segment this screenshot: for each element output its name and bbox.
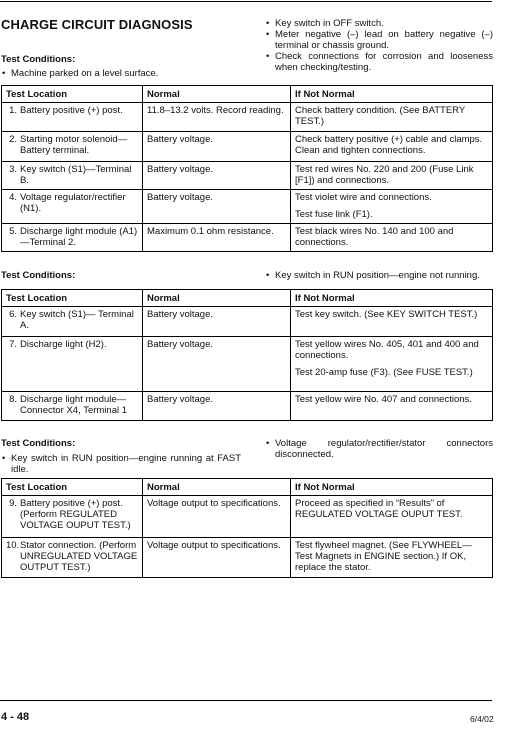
condition-bullet: • Meter negative (–) lead on battery negative (–) terminal or chassis ground.: [265, 29, 493, 51]
if-not-normal: Test flywheel magnet. (See FLYWHEEL—Test Magnets in ENGINE section.) If OK, replace the stator.: [295, 540, 472, 573]
diagnosis-table-1: [1, 85, 493, 252]
test-location: Starting motor solenoid— Battery terminal.: [20, 134, 128, 156]
header-if-not-normal: If Not Normal: [291, 479, 493, 496]
header-if-not-normal: If Not Normal: [291, 86, 493, 103]
row-number: 8.: [9, 394, 17, 405]
row-number: 6.: [9, 309, 17, 320]
page-number: 4 - 48: [1, 711, 30, 723]
condition-bullet: • Key switch in OFF switch.: [265, 18, 493, 29]
section-3-right-conditions: [265, 438, 493, 460]
normal-value: Voltage output to specifications.: [143, 496, 291, 538]
condition-bullet: • Check connections for corrosion and looseness when checking/testing.: [265, 51, 493, 73]
normal-value: Battery voltage.: [143, 307, 291, 337]
test-location: Battery positive (+) post.: [20, 105, 123, 116]
row-number: 5.: [9, 226, 17, 237]
condition-bullet: • Key switch in RUN position—engine not running.: [265, 270, 493, 281]
normal-value: Battery voltage.: [143, 337, 291, 392]
normal-value: 11.8–13.2 volts. Record reading.: [143, 103, 291, 132]
row-number: 4.: [9, 192, 17, 203]
bottom-rule: [0, 700, 492, 701]
if-not-normal: Test fuse link (F1).: [295, 209, 373, 220]
table-row: [2, 337, 493, 392]
table-header-row: [2, 479, 493, 496]
table-row: [2, 224, 493, 252]
condition-bullet: • Voltage regulator/rectifier/stator connectors disconnected.: [265, 438, 493, 460]
section-1-right-conditions: [265, 18, 493, 73]
if-not-normal: Test black wires No. 140 and 100 and connections.: [295, 226, 454, 248]
test-location: Voltage regulator/rectifier (N1).: [20, 192, 126, 214]
if-not-normal: Test yellow wires No. 405, 401 and 400 and connections.: [295, 339, 479, 361]
if-not-normal: Proceed as specified in “Results” of REGULATED VOLTAGE OUPUT TEST.: [295, 498, 463, 520]
table-row: [2, 538, 493, 578]
test-conditions-label: Test Conditions:: [1, 270, 76, 281]
condition-bullet: • Key switch in RUN position—engine running at FAST idle.: [1, 453, 241, 475]
row-number: 3.: [9, 164, 17, 175]
normal-value: Battery voltage.: [143, 162, 291, 190]
header-test-location: Test Location: [2, 479, 143, 496]
normal-value: Battery voltage.: [143, 132, 291, 162]
header-normal: Normal: [143, 479, 291, 496]
header-normal: Normal: [143, 86, 291, 103]
table-row: [2, 496, 493, 538]
normal-value: Maximum 0.1 ohm resistance.: [143, 224, 291, 252]
row-number: 2.: [9, 134, 17, 145]
page-date: 6/4/02: [470, 714, 494, 724]
table-row: [2, 103, 493, 132]
test-location: Discharge light (H2).: [20, 339, 107, 350]
test-conditions-label: Test Conditions:: [1, 54, 76, 65]
table-header-row: [2, 86, 493, 103]
if-not-normal: Test red wires No. 220 and 200 (Fuse Link [F1]) and connections.: [295, 164, 474, 186]
table-row: [2, 162, 493, 190]
if-not-normal: Test violet wire and connections.: [295, 192, 432, 203]
test-conditions-label: Test Conditions:: [1, 438, 76, 449]
normal-value: Voltage output to specifications.: [143, 538, 291, 578]
table-header-row: [2, 290, 493, 307]
test-location: Battery positive (+) post. (Perform REGULATED VOLTAGE OUPUT TEST.): [20, 498, 131, 531]
table-row: [2, 307, 493, 337]
if-not-normal: Test key switch. (See KEY SWITCH TEST.): [295, 309, 478, 320]
diagnosis-table-2: [1, 289, 493, 421]
normal-value: Battery voltage.: [143, 392, 291, 421]
header-test-location: Test Location: [2, 290, 143, 307]
if-not-normal: Test yellow wire No. 407 and connections.: [295, 394, 472, 405]
header-test-location: Test Location: [2, 86, 143, 103]
row-number: 7.: [9, 339, 17, 350]
test-location: Discharge light module (A1) —Terminal 2.: [20, 226, 138, 248]
condition-bullet: • Machine parked on a level surface.: [1, 68, 251, 79]
table-row: [2, 190, 493, 224]
test-location: Discharge light module— Connector X4, Terminal 1: [20, 394, 128, 416]
if-not-normal: Test 20-amp fuse (F3). (See FUSE TEST.): [295, 367, 473, 378]
header-normal: Normal: [143, 290, 291, 307]
row-number: 9.: [9, 498, 17, 509]
table-row: [2, 392, 493, 421]
page-title: CHARGE CIRCUIT DIAGNOSIS: [1, 17, 193, 32]
normal-value: Battery voltage.: [143, 190, 291, 224]
diagnosis-table-3: [1, 478, 493, 578]
header-if-not-normal: If Not Normal: [291, 290, 493, 307]
if-not-normal: Check battery positive (+) cable and clamps. Clean and tighten connections.: [295, 134, 483, 156]
test-location: Key switch (S1)— Terminal A.: [20, 309, 134, 331]
section-2-right-conditions: [265, 270, 493, 281]
section-1-left-conditions: [1, 68, 251, 79]
section-3-left-conditions: [1, 453, 241, 475]
test-location: Key switch (S1)—Terminal B.: [20, 164, 132, 186]
top-rule: [0, 1, 492, 2]
row-number: 1.: [9, 105, 17, 116]
if-not-normal: Check battery condition. (See BATTERY TEST.): [295, 105, 466, 127]
test-location: Stator connection. (Perform UNREGULATED VOLTAGE OUTPUT TEST.): [20, 540, 138, 573]
row-number: 10.: [6, 540, 20, 551]
table-row: [2, 132, 493, 162]
